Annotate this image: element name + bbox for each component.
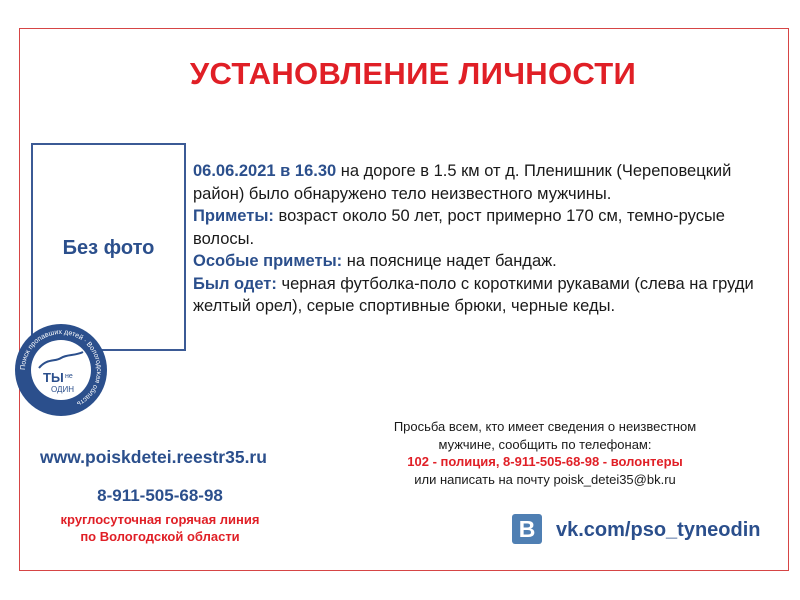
clothes-paragraph — [193, 273, 773, 318]
signs-text: возраст около 50 лет, рост примерно 170 см, темно-русые волосы. — [193, 207, 725, 248]
logo-odin-text: ОДИН — [51, 385, 74, 394]
hotline-phone[interactable]: 8-911-505-68-98 — [97, 486, 223, 505]
signs-paragraph — [193, 205, 773, 250]
signs-label: Приметы: — [193, 207, 274, 225]
photo-placeholder — [31, 143, 186, 351]
clothes-label: Был одет: — [193, 274, 277, 293]
appeal-email: или написать на почту poisk_detei35@bk.ru — [414, 471, 676, 487]
special-signs-text: на пояснице надет бандаж. — [342, 252, 557, 270]
vk-link[interactable]: vk.com/pso_tyneodin — [556, 519, 761, 541]
incident-date: 06.06.2021 в 16.30 — [193, 162, 337, 180]
hotline-note-line-1: круглосуточная горячая линия — [60, 512, 260, 527]
logo-ne-text: не — [65, 373, 73, 380]
website-link[interactable]: www.poiskdetei.reestr35.ru — [40, 447, 267, 467]
logo-ty-text: ТЫ — [43, 370, 64, 385]
hotline-note-line-2: по Вологодской области — [80, 529, 240, 544]
appeal-line-1: Просьба всем, кто имеет сведения о неизвестном — [393, 419, 697, 434]
photo-label: Без фото — [62, 237, 155, 259]
hotline-block — [30, 486, 290, 545]
appeal-block — [345, 418, 745, 488]
organization-logo — [13, 322, 109, 418]
found-paragraph — [193, 160, 773, 205]
special-signs-paragraph — [193, 250, 773, 273]
clothes-text: черная футболка-поло с короткими рукавами (слева на груди желтый орел), серые спортивные брюки, черные кеды. — [193, 274, 754, 315]
appeal-phones: 102 - полиция, 8-911-505-68-98 - волонтеры — [407, 454, 683, 469]
vk-icon: В — [512, 514, 542, 544]
found-text: на дороге в 1.5 км от д. Пленишник (Череповецкий район) было обнаружено тело неизвестного мужчины. — [193, 162, 732, 203]
description-block — [193, 160, 773, 318]
page-title: УСТАНОВЛЕНИЕ ЛИЧНОСТИ — [189, 56, 637, 91]
logo-ring-text: Поиск пропавших детей · Вологодская область — [19, 328, 103, 408]
special-signs-label: Особые приметы: — [193, 252, 343, 270]
appeal-line-2: мужчине, сообщить по телефонам: — [438, 436, 652, 452]
